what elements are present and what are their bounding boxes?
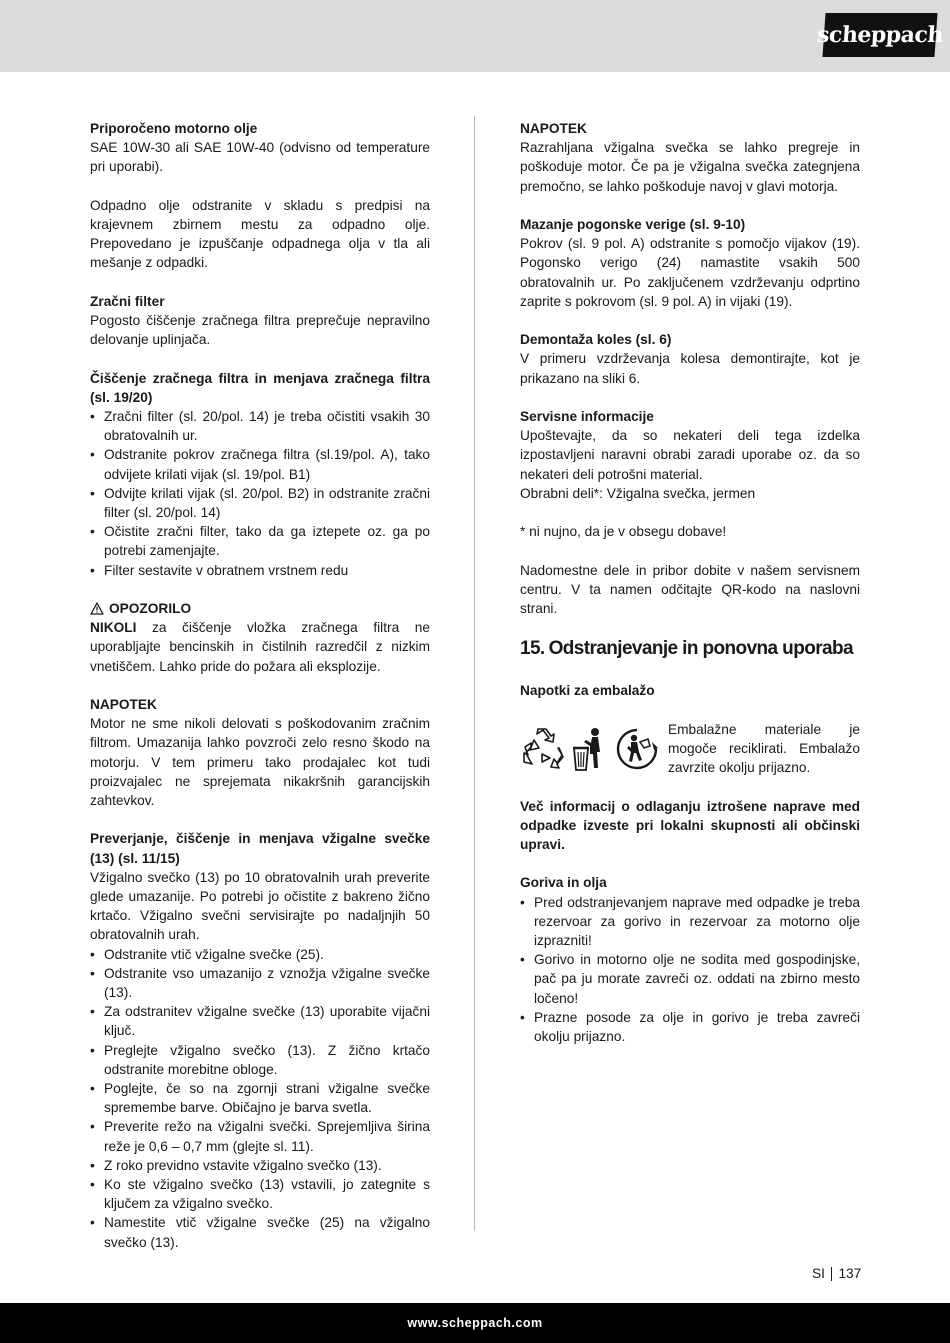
list-item: • Preglejte vžigalno svečko (13). Z žično krtačo odstranite morebitne obloge. [90, 1041, 430, 1079]
list-item: • Odvijte krilati vijak (sl. 20/pol. B2) in odstranite zračni filter (sl. 20/pol. 14) [90, 484, 430, 522]
fuels-heading-row [520, 873, 860, 892]
list-item: • Za odstranitev vžigalne svečke (13) uporabite vijačni ključ. [90, 1002, 430, 1040]
air-filter-heading: Zračni filter [90, 293, 165, 309]
footer-bar [0, 1303, 950, 1343]
list-item: • Odstranite pokrov zračnega filtra (sl.19/pol. A), tako odvijete krilati vijak (sl. 19/pol. B1) [90, 445, 430, 483]
wear-parts-text: Obrabni deli*: Vžigalna svečka, jermen [520, 485, 756, 501]
note-section [90, 695, 430, 810]
service-section [520, 407, 860, 503]
right-note-text: Razrahljana vžigalna svečka se lahko pregreje in poškoduje motor. Če pa je vžigalna svečka zategnjena premočno, se lahko poškoduje navoj v glavi motorja. [520, 140, 860, 194]
spark-section [90, 829, 430, 944]
header-bar [0, 0, 950, 72]
list-item: • Gorivo in motorno olje ne sodita med gospodinjske, pač pa ju morate zavreči oz. oddati na zbirno mesto ločeno! [520, 950, 860, 1008]
air-filter-section [90, 292, 430, 350]
chain-text: Pokrov (sl. 9 pol. A) odstranite s pomočjo vijakov (19). Pogonsko verigo (24) namastite vsakih 500 obratovalnih ur. Po zaključenem vzdrževanju odprtino zaprite s pokrovom (sl. 9 pol. A) in vijaki (19). [520, 236, 860, 309]
warning-text: NIKOLI za čiščenje vložka zračnega filtra ne uporabljajte bencinskih in čistilnih razredčil z nizkim vnetiščem. Lahko pride do požara ali eksplozije. [90, 620, 430, 674]
warning-bold: NIKOLI [90, 620, 137, 636]
list-item: • Namestite vtič vžigalne svečke (25) na vžigalno svečko (13). [90, 1213, 430, 1251]
service-text: Upoštevajte, da so nekateri deli tega izdelka izpostavljeni naravni obrabi zaradi uporabe oz. da so nekateri deli potrošni material. [520, 428, 860, 482]
recycle-icon [520, 726, 566, 772]
packaging-icons [520, 720, 668, 772]
page-number [812, 1266, 861, 1281]
left-column [90, 119, 430, 1271]
spare-parts-text: Nadomestne dele in pribor dobite v našem servisnem centru. V ta namen odčitajte QR-kodo na naslovni strani. [520, 562, 860, 616]
chain-heading: Mazanje pogonske verige (sl. 9-10) [520, 217, 746, 232]
list-item: • Prazne posode za olje in gorivo je treba zavreči okolju prijazno. [520, 1008, 860, 1046]
page-number-value: 137 [838, 1266, 862, 1281]
packaging-text: Embalažne materiale je mogoče reciklirati. Embalažo zavrzite okolju prijazno. [668, 721, 860, 776]
disposal-info-text: Več informacij o odlaganju iztrošene naprave med odpadke izveste pri lokalni skupnosti ali občinski upravi. [520, 798, 860, 852]
warning-triangle-icon [90, 602, 104, 615]
list-item: • Ko ste vžigalno svečko (13) vstavili, jo zategnite s ključem za vžigalno svečko. [90, 1175, 430, 1213]
fuels-list [520, 893, 860, 1047]
waste-oil-text: Odpadno olje odstranite v skladu s predpisi na krajevnem zbirnem mestu za odpadno olje. Prepovedano je izpuščanje odpadnega olja v tla ali mešanje z odpadki. [90, 197, 430, 271]
oil-text: SAE 10W-30 ali SAE 10W-40 (odvisno od temperature pri uporabi). [90, 140, 430, 175]
list-item: • Z roko previdno vstavite vžigalno svečko (13). [90, 1156, 430, 1175]
note-heading: NAPOTEK [90, 697, 157, 713]
wheels-heading: Demontaža koles (sl. 6) [520, 332, 672, 348]
section-title-text: Odstranjevanje in ponovna uporaba [548, 638, 853, 660]
warning-heading: OPOZORILO [109, 601, 192, 617]
spark-text: Vžigalno svečko (13) po 10 obratovalnih urah preverite glede umazanije. Po potrebi jo očistite z bakreno žično krtačo. Vžigalno svečni servisirajte po nadaljnjih 50 obratovalnih urah. [90, 869, 430, 943]
packaging-heading-row [520, 681, 860, 700]
footnote-text: * ni nujno, da je v obsegu dobave! [520, 524, 727, 540]
list-item: • Zračni filter (sl. 20/pol. 14) je treba očistiti vsakih 30 obratovalnih ur. [90, 407, 430, 445]
oil-section [90, 119, 430, 177]
spark-list [90, 945, 430, 1252]
section-title [520, 637, 860, 661]
right-column [520, 119, 860, 1065]
oil-heading: Priporočeno motorno olje [90, 121, 258, 136]
wheels-text: V primeru vzdrževanja kolesa demontirajte, kot je prikazano na sliki 6. [520, 351, 860, 386]
section-number: 15. [520, 638, 545, 660]
dispose-in-bin-icon [570, 726, 610, 772]
packaging-row [520, 720, 860, 778]
column-divider [474, 116, 475, 1231]
chain-section [520, 215, 860, 311]
page-language: SI [812, 1266, 825, 1281]
packaging-heading: Napotki za embalažo [520, 683, 655, 699]
right-note-section [520, 119, 860, 196]
list-item: • Odstranite vtič vžigalne svečke (25). [90, 945, 430, 964]
list-item: • Pred odstranjevanjem naprave med odpadke je treba rezervoar za gorivo in rezervoar za motorno olje izprazniti! [520, 893, 860, 951]
list-item: • Poglejte, če so na zgornji strani vžigalne svečke spremembe barve. Običajno je barva svetla. [90, 1079, 430, 1117]
scheppach-logo: scheppach [822, 13, 937, 57]
note-text: Motor ne sme nikoli delovati s poškodovanim zračnim filtrom. Umazanija lahko povzroči zelo resno škodo na motorju. V tem primeru tako prodajalec kot tudi proizvajalec ne sprejemata nikakršnih garancijskih zahtevkov. [90, 716, 430, 809]
footer-url[interactable]: www.scheppach.com [407, 1316, 543, 1330]
wheels-section [520, 330, 860, 388]
air-filter-text: Pogosto čiščenje zračnega filtra preprečuje nepravilno delovanje uplinjača. [90, 313, 430, 348]
right-note-heading: NAPOTEK [520, 121, 587, 136]
air-clean-heading: Čiščenje zračnega filtra in menjava zračnega filtra (sl. 19/20) [90, 370, 430, 405]
list-item: • Filter sestavite v obratnem vrstnem redu [90, 561, 430, 580]
list-item: • Odstranite vso umazanijo z vznožja vžigalne svečke (13). [90, 964, 430, 1002]
page-number-separator [831, 1267, 833, 1281]
fuels-heading: Goriva in olja [520, 875, 607, 891]
air-clean-list [90, 407, 430, 580]
spark-heading: Preverjanje, čiščenje in menjava vžigalne svečke (13) (sl. 11/15) [90, 831, 430, 866]
recycle-person-icon [614, 726, 660, 772]
list-item: • Očistite zračni filter, tako da ga iztepete oz. ga po potrebi zamenjajte. [90, 522, 430, 560]
list-item: • Preverite režo na vžigalni svečki. Sprejemljiva širina reže je 0,6 – 0,7 mm (glejte sl. 11). [90, 1117, 430, 1155]
warning-heading-row [90, 599, 430, 618]
service-heading: Servisne informacije [520, 409, 654, 424]
